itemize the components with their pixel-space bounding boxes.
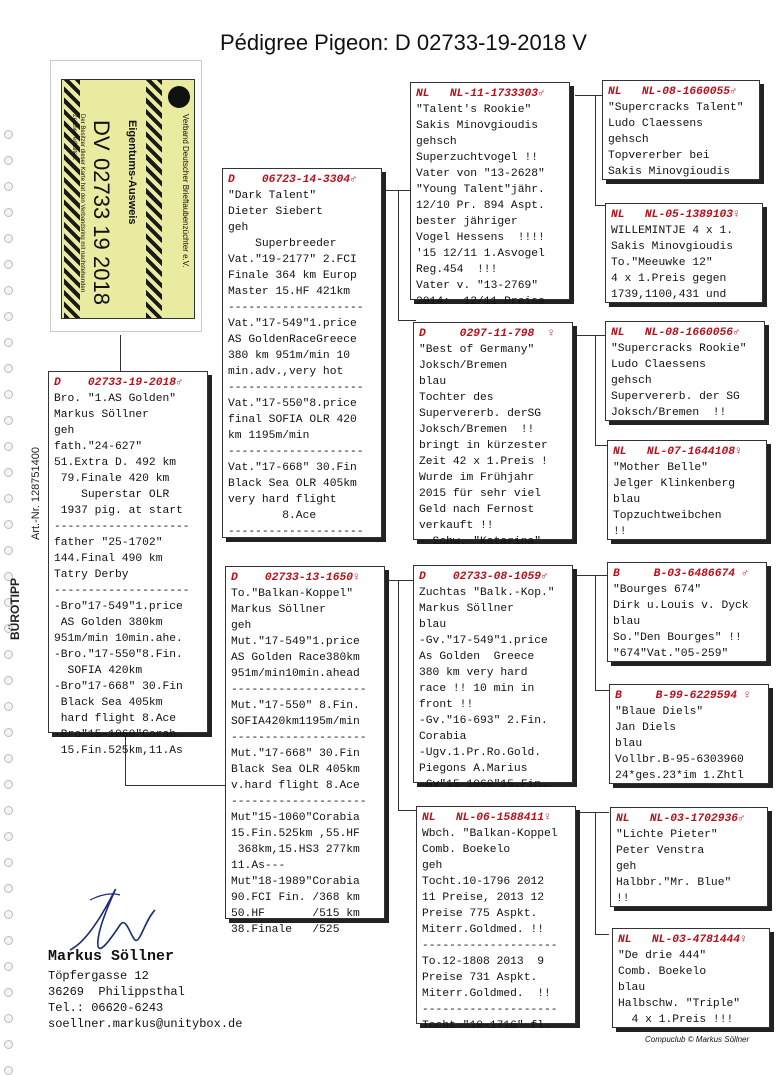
card-line: -------------------- xyxy=(231,684,367,696)
ring-number-header: B B-03-6486674 ♂ xyxy=(613,568,749,580)
card-line: very hard flight xyxy=(228,494,337,506)
punch-hole xyxy=(4,182,13,191)
card-line: 1739,1100,431 und xyxy=(611,289,727,301)
connector-line xyxy=(120,335,121,375)
card-line: gehsch xyxy=(416,136,457,148)
ring-number-header: B B-99-6229594 ♀ xyxy=(615,690,751,702)
card-line: 15.Fin.525km ,55.HF xyxy=(231,828,360,840)
card-line: Finale 364 km Europ xyxy=(228,270,357,282)
card-line: -------------------- xyxy=(422,1004,558,1016)
card-line: -Bro"17-549"1.price xyxy=(54,601,183,613)
ring-number-header: NL NL-06-1588411♀ xyxy=(422,812,551,824)
connector-line xyxy=(595,575,596,690)
punch-hole xyxy=(4,416,13,425)
ring-number-header: D 02733-08-1059♂ xyxy=(419,571,548,583)
card-line: Wurde im Frühjahr xyxy=(419,472,535,484)
connector-line xyxy=(595,812,596,934)
card-line: Piegons A.Marius xyxy=(419,763,528,775)
owner-name: Markus Söllner xyxy=(48,948,175,965)
connector-line xyxy=(595,690,609,691)
connector-line xyxy=(398,810,416,811)
card-line: Bro. "1.AS Golden" xyxy=(54,393,177,405)
card-line: km 1195m/min xyxy=(228,430,310,442)
card-line: 8.Ace xyxy=(228,510,317,522)
punch-hole xyxy=(4,988,13,997)
card-line: fath."24-627" xyxy=(54,441,143,453)
punch-hole xyxy=(4,1014,13,1023)
connector-line xyxy=(385,580,398,581)
card-line: 15.Fin.525km,11.As xyxy=(54,745,183,757)
pedigree-card-maternal-grandfather xyxy=(413,565,573,791)
ring-year: 2018 xyxy=(89,256,114,305)
pedigree-card-ggp-7 xyxy=(610,807,768,907)
card-line: Black Sea 405km xyxy=(54,697,163,709)
punch-hole xyxy=(4,1066,13,1075)
card-line: blau xyxy=(419,376,447,388)
card-line: -------------------- xyxy=(228,446,364,458)
card-lines xyxy=(231,586,379,938)
card-line: Dirk u.Louis v. Dyck xyxy=(613,600,749,612)
punch-hole xyxy=(4,364,13,373)
punch-hole xyxy=(4,390,13,399)
card-line: Ludo Claessens xyxy=(611,359,706,371)
card-line: Sakis Minovgioudis xyxy=(611,241,734,253)
card-line: "Supercracks Rookie" xyxy=(611,343,747,355)
connector-line xyxy=(398,190,399,320)
punch-hole xyxy=(4,234,13,243)
card-line: blau xyxy=(419,619,447,631)
card-line: 4 x 1.Preis gegen xyxy=(611,273,727,285)
card-line: 12/10 Pr. 894 Aspt. xyxy=(416,200,545,212)
ring-prefix: DV xyxy=(89,120,114,151)
connector-line xyxy=(575,335,595,336)
pedigree-card-mother xyxy=(225,566,385,936)
card-line: -------------------- xyxy=(228,526,364,538)
card-line: SOFIA420km1195m/min xyxy=(231,716,360,728)
ring-number-header: D 02733-19-2018♂ xyxy=(54,377,183,389)
card-line: -Gv"15-1060"15.Fin. xyxy=(419,779,548,791)
card-line: Vat."19-2177" 2.FCI xyxy=(228,254,357,266)
punch-hole xyxy=(4,884,13,893)
card-line: Ludo Claessens xyxy=(608,118,703,130)
card-line: -Bro"15-1060"Corab. xyxy=(54,729,183,741)
card-line: Jelger Klinkenberg xyxy=(613,478,736,490)
ring-number-header: D 0297-11-798 ♀ xyxy=(419,328,555,340)
card-line: geh xyxy=(228,222,249,234)
card-line: Mut."17-668" 30.Fin xyxy=(231,748,360,760)
card-line: "674"Vat."05-259" xyxy=(613,648,729,660)
card-line: geh xyxy=(422,860,443,872)
pedigree-card-ggp-8 xyxy=(612,928,770,1028)
ring-number-header: NL NL-03-4781444♀ xyxy=(618,934,747,946)
card-line: Joksch/Bremen !! xyxy=(611,407,727,419)
card-line: -------------------- xyxy=(228,302,364,314)
card-line: Mut."17-550" 8.Fin. xyxy=(231,700,360,712)
page-title: Pédigree Pigeon: D 02733-19-2018 V xyxy=(220,30,587,55)
punch-hole xyxy=(4,780,13,789)
card-line: Black Sea OLR 405km xyxy=(231,764,360,776)
owner-phone: Tel.: 06620-6243 xyxy=(48,1001,164,1015)
card-line: 368km,15.HS3 277km xyxy=(231,844,360,856)
card-line: Jan Diels xyxy=(615,722,677,734)
card-line: race !! 10 min in xyxy=(419,683,535,695)
punch-holes xyxy=(4,0,14,1067)
owner-city: 36269 Philippsthal xyxy=(48,985,185,999)
pedigree-card-paternal-grandmother xyxy=(413,322,573,548)
card-line: -------------------- xyxy=(231,796,367,808)
card-line: geh xyxy=(231,620,252,632)
punch-hole xyxy=(4,806,13,815)
card-line: Black Sea OLR 405km xyxy=(228,478,357,490)
card-line: -Gv."17-549"1.price xyxy=(419,635,548,647)
punch-hole xyxy=(4,858,13,867)
card-lines xyxy=(613,460,761,540)
card-line: front !! xyxy=(419,699,474,711)
card-line: -------------------- xyxy=(54,521,190,533)
card-line: Miterr.Goldmed. !! xyxy=(422,924,545,936)
card-lines xyxy=(613,582,761,662)
owner-street: Töpfergasse 12 xyxy=(48,969,149,983)
card-line: final SOFIA OLR 420 xyxy=(228,414,357,426)
card-lines xyxy=(419,342,567,550)
card-line: 38.Finale /525 xyxy=(231,924,340,936)
card-line: 4 x 1.Preis !!! xyxy=(618,1014,734,1026)
punch-hole xyxy=(4,1040,13,1049)
card-line: AS Golden 380km xyxy=(54,617,163,629)
punch-hole xyxy=(4,936,13,945)
connector-line xyxy=(398,580,399,810)
connector-line xyxy=(595,812,609,813)
article-number-label: Art.-Nr. 128751400 xyxy=(30,447,42,540)
punch-hole xyxy=(4,260,13,269)
ring-number-header: NL NL-08-1660055♂ xyxy=(608,86,737,98)
card-line: Superbreeder xyxy=(228,238,337,250)
ring-number-header: D 02733-13-1650♀ xyxy=(231,572,360,584)
punch-hole xyxy=(4,910,13,919)
card-line: blau xyxy=(615,738,643,750)
card-line: gehsch xyxy=(608,134,649,146)
card-line: bringt in kürzester xyxy=(419,440,548,452)
card-line: "Mother Belle" xyxy=(613,462,708,474)
card-line: 50.HF /515 km xyxy=(231,908,360,920)
card-line: bester jähriger xyxy=(416,216,518,228)
card-line: "Blaue Diels" xyxy=(615,706,704,718)
connector-line xyxy=(398,320,416,321)
card-line: 144.Final 490 km xyxy=(54,553,163,565)
connector-line xyxy=(575,575,595,576)
punch-hole xyxy=(4,494,13,503)
connector-line xyxy=(595,335,596,445)
card-line: Sakis Minovgioudis xyxy=(416,120,539,132)
card-line: -------------------- xyxy=(54,585,190,597)
card-line: verkauft !! xyxy=(419,520,494,532)
pedigree-card-ggp-5 xyxy=(607,562,767,662)
card-line: To."Meeuwke 12" xyxy=(611,257,713,269)
card-line: father "25-1702" xyxy=(54,537,163,549)
punch-hole xyxy=(4,676,13,685)
card-line: Comb. Boekelo xyxy=(422,844,511,856)
card-line: To.12-1808 2013 9 xyxy=(422,956,545,968)
card-type-label: Eigentums-Ausweis xyxy=(126,120,138,225)
ring-number-header: D 06723-14-3304♂ xyxy=(228,174,357,186)
ring-card-pattern-right xyxy=(146,80,162,318)
card-line: Markus Söllner xyxy=(419,603,514,615)
card-lines xyxy=(422,826,570,1034)
connector-line xyxy=(575,95,595,96)
card-line: gehsch xyxy=(611,375,652,387)
pedigree-card-subject xyxy=(48,371,208,757)
punch-hole xyxy=(4,208,13,217)
pedigree-card-ggp-3 xyxy=(605,321,765,421)
punch-hole xyxy=(4,312,13,321)
card-line: WILLEMINTJE 4 x 1. xyxy=(611,225,734,237)
card-line: Joksch/Bremen !! xyxy=(419,424,535,436)
card-line: Zuchtas "Balk.-Kop." xyxy=(419,587,555,599)
card-line: !! xyxy=(616,893,630,905)
card-line: Vat."17-550"8.price xyxy=(228,398,357,410)
punch-hole xyxy=(4,442,13,451)
card-line: Tochter des xyxy=(419,392,494,404)
card-line: Preise 731 Aspkt. xyxy=(422,972,538,984)
card-line: Joksch/Bremen xyxy=(419,360,508,372)
punch-hole xyxy=(4,962,13,971)
card-line: Tocht."10-1716" fl. xyxy=(422,1020,551,1032)
card-lines xyxy=(608,100,754,180)
card-line: geh xyxy=(616,861,637,873)
pedigree-card-maternal-grandmother xyxy=(416,806,576,1032)
card-line: "Talent's Rookie" xyxy=(416,104,532,116)
card-line: Vogel Hessens !!!! xyxy=(416,232,545,244)
card-line: -Ugv.1.Pr.Ro.Gold. xyxy=(419,747,542,759)
card-line: Reg.454 !!! xyxy=(416,264,498,276)
card-lines xyxy=(618,948,764,1028)
ring-card-face xyxy=(61,79,195,319)
card-line: 951m/min10min.ahead xyxy=(231,668,360,680)
card-line: Topvererber bei xyxy=(608,150,710,162)
ring-number-header: NL NL-05-1389103♀ xyxy=(611,209,740,221)
card-line: 11 Preise, 2013 12 xyxy=(422,892,545,904)
card-line: "Young Talent"jähr. xyxy=(416,184,545,196)
card-line: Comb. Boekelo xyxy=(618,966,707,978)
card-line: Markus Söllner xyxy=(54,409,149,421)
card-line: Miterr.Goldmed. !! xyxy=(422,988,551,1000)
card-lines xyxy=(615,704,763,784)
punch-hole xyxy=(4,702,13,711)
card-line: Zeit 42 x 1.Preis ! xyxy=(419,456,548,468)
pedigree-card-ggp-1 xyxy=(602,80,760,180)
card-line: "De drie 444" xyxy=(618,950,707,962)
card-line: Sakis Minovgioudis xyxy=(608,166,731,178)
card-lines xyxy=(228,188,376,540)
punch-hole xyxy=(4,832,13,841)
owner-email: soellner.markus@unitybox.de xyxy=(48,1017,243,1031)
ring-number-header: NL NL-11-1733303♂ xyxy=(416,88,545,100)
card-lines xyxy=(54,391,202,759)
card-line: -Bro"17-668" 30.Fin xyxy=(54,681,183,693)
card-line: 1937 pig. at start xyxy=(54,505,183,517)
punch-hole xyxy=(4,338,13,347)
card-line: -------------------- xyxy=(231,732,367,744)
card-line: To."Balkan-Koppel" xyxy=(231,588,354,600)
ring-ownership-card xyxy=(50,60,202,332)
card-line: Tocht.10-1796 2012 xyxy=(422,876,545,888)
card-line: min.adv.,very hot xyxy=(228,366,344,378)
card-line: '15 12/11 1.Asvogel xyxy=(416,248,545,260)
ring-number-header: NL NL-07-1644108♀ xyxy=(613,446,742,458)
card-note: Der Besitzer dieser Karte hat den Verbandsring mit nachstehenden Zeichen erhalten: xyxy=(71,114,85,293)
card-line: "Lichte Pieter" xyxy=(616,829,718,841)
card-line: Preise 775 Aspkt. xyxy=(422,908,538,920)
card-line: Vollbr.B-95-6303960 xyxy=(615,754,744,766)
card-line: Vat."17-668" 30.Fin xyxy=(228,462,357,474)
card-lines xyxy=(419,585,567,793)
pedigree-card-ggp-6 xyxy=(609,684,769,784)
card-line: 380 km 951m/min 10 xyxy=(228,350,351,362)
connector-line xyxy=(595,95,596,205)
card-line: Mut"15-1060"Corabia xyxy=(231,812,360,824)
card-line: Topzuchtweibchen xyxy=(613,510,722,522)
card-line: "Supercracks Talent" xyxy=(608,102,744,114)
punch-hole xyxy=(4,650,13,659)
card-line: Dieter Siebert xyxy=(228,206,323,218)
card-line: 2015 für sehr viel xyxy=(419,488,542,500)
punch-hole xyxy=(4,286,13,295)
card-line: Mut."17-549"1.price xyxy=(231,636,360,648)
card-line: As Golden Greece xyxy=(419,651,535,663)
card-line: Wbch. "Balkan-Koppel xyxy=(422,828,558,840)
card-line: Halbschw. "Triple" xyxy=(618,998,741,1010)
card-lines xyxy=(416,102,564,310)
pedigree-card-ggp-4 xyxy=(607,440,767,540)
card-line: AS GoldenRaceGreece xyxy=(228,334,357,346)
punch-hole xyxy=(4,754,13,763)
card-line: Superstar OLR xyxy=(54,489,170,501)
card-lines xyxy=(611,341,759,421)
card-line: 11.As--- xyxy=(231,860,286,872)
pedigree-card-paternal-grandfather xyxy=(410,82,570,308)
card-line: Corabia xyxy=(419,731,467,743)
card-line: !! xyxy=(613,526,627,538)
card-line: SOFIA 420km xyxy=(54,665,143,677)
punch-hole xyxy=(4,130,13,139)
pedigree-card-ggp-2 xyxy=(605,203,763,303)
card-line: Halbbr."Mr. Blue" xyxy=(616,877,732,889)
card-line: blau xyxy=(613,494,641,506)
association-logo-icon xyxy=(168,86,190,108)
card-line: 79.Finale 420 km xyxy=(54,473,170,485)
card-line: hard flight 8.Ace xyxy=(54,713,177,725)
ring-number-header: NL NL-03-1702936♂ xyxy=(616,813,745,825)
card-line: Vater von "13-2628" xyxy=(416,168,545,180)
connector-line xyxy=(575,812,595,813)
connector-line xyxy=(385,190,398,191)
punch-hole xyxy=(4,468,13,477)
card-line: -Bro."17-550"8.Fin. xyxy=(54,649,183,661)
card-line: Superzuchtvogel !! xyxy=(416,152,539,164)
card-line: geh xyxy=(54,425,75,437)
card-line: - Schw. "Katarina" xyxy=(419,536,542,548)
card-lines xyxy=(611,223,757,303)
footer-credit: Compuclub © Markus Söllner xyxy=(645,1035,750,1044)
association-name: Verband Deutscher Brieftaubenzüchter e.V. xyxy=(181,114,190,268)
card-line: Markus Söllner xyxy=(231,604,326,616)
card-line: "Bourges 674" xyxy=(613,584,702,596)
card-line: Master 15.HF 421km xyxy=(228,286,351,298)
card-line: -------------------- xyxy=(228,382,364,394)
card-line: Geld nach Fernost xyxy=(419,504,535,516)
card-line: Vater v. "13-2769" xyxy=(416,280,539,292)
card-line: v.hard flight 8.Ace xyxy=(231,780,360,792)
card-line: Peter Venstra xyxy=(616,845,705,857)
punch-hole xyxy=(4,520,13,529)
card-line: AS Golden Race380km xyxy=(231,652,360,664)
brand-label: BÜROTIPP xyxy=(8,577,22,640)
card-line: 951m/min 10min.ahe. xyxy=(54,633,183,645)
punch-hole xyxy=(4,156,13,165)
card-line: So."Den Bourges" !! xyxy=(613,632,742,644)
card-line: 380 km very hard xyxy=(419,667,528,679)
card-line: 24*ges.23*im 1.Zhtl xyxy=(615,770,744,782)
card-line: 90.FCI Fin. /368 km xyxy=(231,892,360,904)
card-line: -------------------- xyxy=(422,940,558,952)
ring-number: 02733 19 xyxy=(89,158,114,250)
connector-line xyxy=(125,785,225,786)
card-line: Tatry Derby xyxy=(54,569,129,581)
card-line: -Gv."16-693" 2.Fin. xyxy=(419,715,548,727)
card-line: 51.Extra D. 492 km xyxy=(54,457,177,469)
card-line: "Best of Germany" xyxy=(419,344,535,356)
connector-line xyxy=(595,934,609,935)
ring-number-header: NL NL-08-1660056♂ xyxy=(611,327,740,339)
card-line: Vat."17-549"1.price xyxy=(228,318,357,330)
punch-hole xyxy=(4,728,13,737)
card-line: "Dark Talent" xyxy=(228,190,317,202)
card-line: Supervererb. derSG xyxy=(419,408,542,420)
card-line: Mut"18-1989"Corabia xyxy=(231,876,360,888)
card-line: Supervererb. der SG xyxy=(611,391,740,403)
card-line: blau xyxy=(618,982,646,994)
card-line: 2014: 12/11 Preise xyxy=(416,296,545,308)
card-lines xyxy=(616,827,762,907)
punch-hole xyxy=(4,546,13,555)
pedigree-card-father xyxy=(222,168,382,538)
card-line: blau xyxy=(613,616,641,628)
